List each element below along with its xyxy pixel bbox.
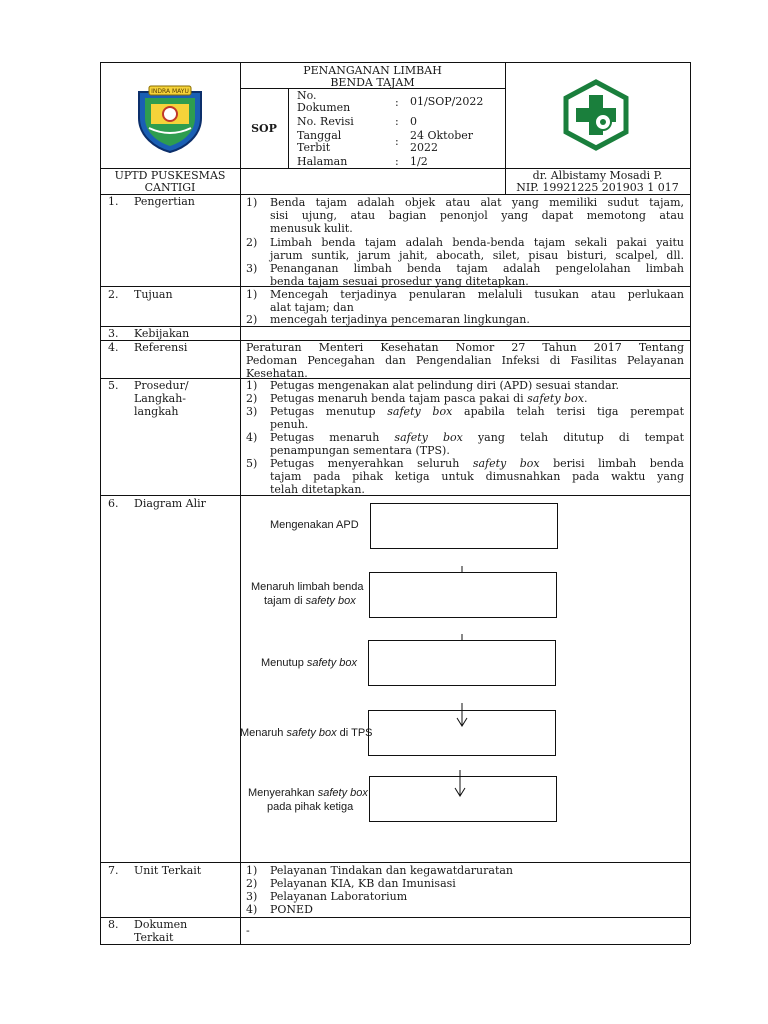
- flowchart-step-3-label: [261, 656, 357, 670]
- prosedur-item-4-line: penampungan sementara (TPS).: [270, 444, 450, 457]
- document-title-line1: PENANGANAN LIMBAH: [303, 64, 442, 77]
- text-span: yang telah ditutup di tempat: [462, 431, 684, 444]
- signer-name: dr. Albistamy Mosadi P.: [532, 169, 663, 182]
- prosedur-item-5-line: telah ditetapkan.: [270, 483, 365, 496]
- list-number: 3): [246, 262, 258, 275]
- section-kebijakan-number: 3.: [108, 327, 119, 340]
- section-diagram-title: Diagram Alir: [134, 497, 206, 510]
- org-name-line1: UPTD PUSKESMAS: [114, 169, 226, 182]
- list-number: 1): [246, 196, 258, 209]
- field-tanggal-value1: 24 Oktober: [410, 129, 474, 142]
- prosedur-item-2-line: [270, 392, 684, 405]
- flowchart-step-1-label: Mengenakan APD: [270, 519, 359, 531]
- prosedur-item-1-line: Petugas mengenakan alat pelindung diri (APD) sesuai standar.: [270, 379, 620, 392]
- flowchart-step-2-label: [264, 594, 356, 608]
- prosedur-item-3-line: [270, 405, 684, 418]
- prosedur-item-5-line: [270, 457, 684, 470]
- italic-term: safety box: [394, 431, 463, 444]
- section-unit-number: 7.: [108, 864, 119, 877]
- section-prosedur-title2: Langkah-: [134, 392, 187, 405]
- pengertian-item-3-line: Penanganan limbah benda tajam adalah pengelolahan limbah: [270, 262, 684, 275]
- section-tujuan-title: Tujuan: [134, 288, 173, 301]
- field-no-dokumen-colon: :: [395, 96, 399, 109]
- section-tujuan-number: 2.: [108, 288, 119, 301]
- list-number: 5): [246, 457, 258, 470]
- field-no-dokumen-value: 01/SOP/2022: [410, 95, 484, 108]
- list-number: 3): [246, 890, 258, 903]
- referensi-line: Kesehatan.: [246, 367, 308, 380]
- field-tanggal-label2: Terbit: [297, 141, 331, 154]
- section-kebijakan-title: Kebijakan: [134, 327, 190, 340]
- unit-item-text: PONED: [270, 903, 313, 916]
- field-halaman-colon: :: [395, 155, 399, 168]
- section-prosedur-number: 5.: [108, 379, 119, 392]
- unit-item-text: Pelayanan KIA, KB dan Imunisasi: [270, 877, 456, 890]
- section-diagram-number: 6.: [108, 497, 119, 510]
- italic-term: safety box: [305, 595, 356, 607]
- section-unit-title: Unit Terkait: [134, 864, 202, 877]
- italic-term: safety box: [527, 392, 584, 405]
- signer-nip: NIP. 19921225 201903 1 017: [516, 181, 679, 194]
- flowchart-step-4-label: [240, 726, 373, 740]
- unit-item-text: Pelayanan Laboratorium: [270, 890, 408, 903]
- section-prosedur-title1: Prosedur/: [134, 379, 189, 392]
- list-number: 4): [246, 431, 258, 444]
- pengertian-item-2-line: jarum suntik, jarum jahit, abocath, silet, pisau bisturi, scalpel, dll.: [270, 249, 684, 262]
- text-span: tajam di: [264, 595, 306, 607]
- text-span: Menyerahkan: [248, 787, 318, 799]
- pengertian-item-1-line: Benda tajam adalah objek atau alat yang memiliki sudut tajam,: [270, 196, 684, 209]
- field-no-revisi-colon: :: [395, 115, 399, 128]
- pengertian-item-1-line: sisi ujung, atau bagian penonjol yang dapat memotong atau: [270, 209, 684, 222]
- tujuan-item-1-line: alat tajam; dan: [270, 301, 354, 314]
- list-number: 2): [246, 392, 258, 405]
- field-no-dokumen-label2: Dokumen: [297, 101, 351, 114]
- section-pengertian-number: 1.: [108, 195, 119, 208]
- list-number: 2): [246, 313, 258, 326]
- section-pengertian-title: Pengertian: [134, 195, 195, 208]
- italic-term: safety box: [387, 405, 453, 418]
- list-number: 1): [246, 288, 258, 301]
- field-halaman-value: 1/2: [410, 155, 428, 168]
- list-number: 3): [246, 405, 258, 418]
- flowchart-arrows: [440, 560, 480, 800]
- field-tanggal-colon: :: [395, 135, 399, 148]
- section-referensi-title: Referensi: [134, 341, 188, 354]
- text-span: Petugas menaruh benda tajam pasca pakai di: [270, 392, 528, 405]
- prosedur-item-4-line: [270, 431, 684, 444]
- field-tanggal-value2: 2022: [410, 141, 438, 154]
- prosedur-item-5-line: tajam pada pihak ketiga untuk dimusnahkan pada waktu yang: [270, 470, 684, 483]
- tujuan-item-1-line: Mencegah terjadinya penularan melaluli tusukan atau perlukaan: [270, 288, 684, 301]
- list-number: 4): [246, 903, 258, 916]
- list-number: 2): [246, 877, 258, 890]
- list-number: 1): [246, 864, 258, 877]
- referensi-line: Peraturan Menteri Kesehatan Nomor 27 Tahun 2017 Tentang: [246, 341, 684, 354]
- text-span: Petugas menyerahkan seluruh: [270, 457, 473, 470]
- flowchart-step-5-label: [248, 786, 368, 800]
- italic-term: safety box: [306, 657, 358, 669]
- flowchart-step-5-label: pada pihak ketiga: [267, 801, 354, 813]
- tujuan-item-2-line: mencegah terjadinya pencemaran lingkungan.: [270, 313, 530, 326]
- text-span: berisi limbah benda: [539, 457, 684, 470]
- unit-item-text: Pelayanan Tindakan dan kegawatdaruratan: [270, 864, 514, 877]
- italic-term: safety box: [472, 457, 540, 470]
- text-span: apabila telah terisi tiga perempat: [452, 405, 684, 418]
- pengertian-item-3-line: benda tajam sesuai prosedur yang ditetapkan.: [270, 275, 529, 288]
- org-name-line2: CANTIGI: [144, 181, 196, 194]
- field-tanggal-label1: Tanggal: [297, 129, 342, 142]
- document-title-line2: BENDA TAJAM: [330, 76, 415, 89]
- field-no-dokumen-label1: No.: [297, 89, 317, 102]
- text-span: Menutup: [261, 657, 307, 669]
- field-no-revisi-value: 0: [410, 115, 417, 128]
- sop-label: SOP: [251, 122, 277, 135]
- text-span: Petugas menutup: [270, 405, 388, 418]
- section-dokumen-title1: Dokumen: [134, 918, 188, 931]
- text-span: Petugas menaruh: [270, 431, 395, 444]
- section-dokumen-number: 8.: [108, 918, 119, 931]
- text-span: di TPS: [336, 727, 373, 739]
- puskesmas-logo: [560, 79, 632, 151]
- italic-term: safety box: [286, 727, 337, 739]
- list-number: 1): [246, 379, 258, 392]
- section-dokumen-title2: Terkait: [134, 931, 174, 944]
- referensi-line: Pedoman Pencegahan dan Pengendalian Infeksi di Fasilitas Pelayanan: [246, 354, 684, 367]
- field-no-revisi-label: No. Revisi: [297, 115, 354, 128]
- section-prosedur-title3: langkah: [134, 405, 179, 418]
- field-halaman-label: Halaman: [297, 155, 348, 168]
- section-referensi-number: 4.: [108, 341, 119, 354]
- logo-lettering: INDRA MAYU: [151, 88, 189, 95]
- text-span: .: [583, 392, 588, 405]
- flowchart-step-2-label: Menaruh limbah benda: [251, 581, 364, 593]
- referensi-text: [246, 341, 684, 380]
- list-number: 2): [246, 236, 258, 249]
- regency-emblem-logo: [133, 82, 207, 154]
- dokumen-terkait-value: -: [246, 924, 250, 937]
- italic-term: safety box: [317, 787, 368, 799]
- pengertian-item-2-line: Limbah benda tajam adalah benda-benda tajam sekali pakai yaitu: [270, 236, 684, 249]
- prosedur-item-3-line: penuh.: [270, 418, 309, 431]
- text-span: Menaruh: [240, 727, 287, 739]
- pengertian-item-1-line: menusuk kulit.: [270, 222, 353, 235]
- flowchart-step-box: [370, 503, 558, 549]
